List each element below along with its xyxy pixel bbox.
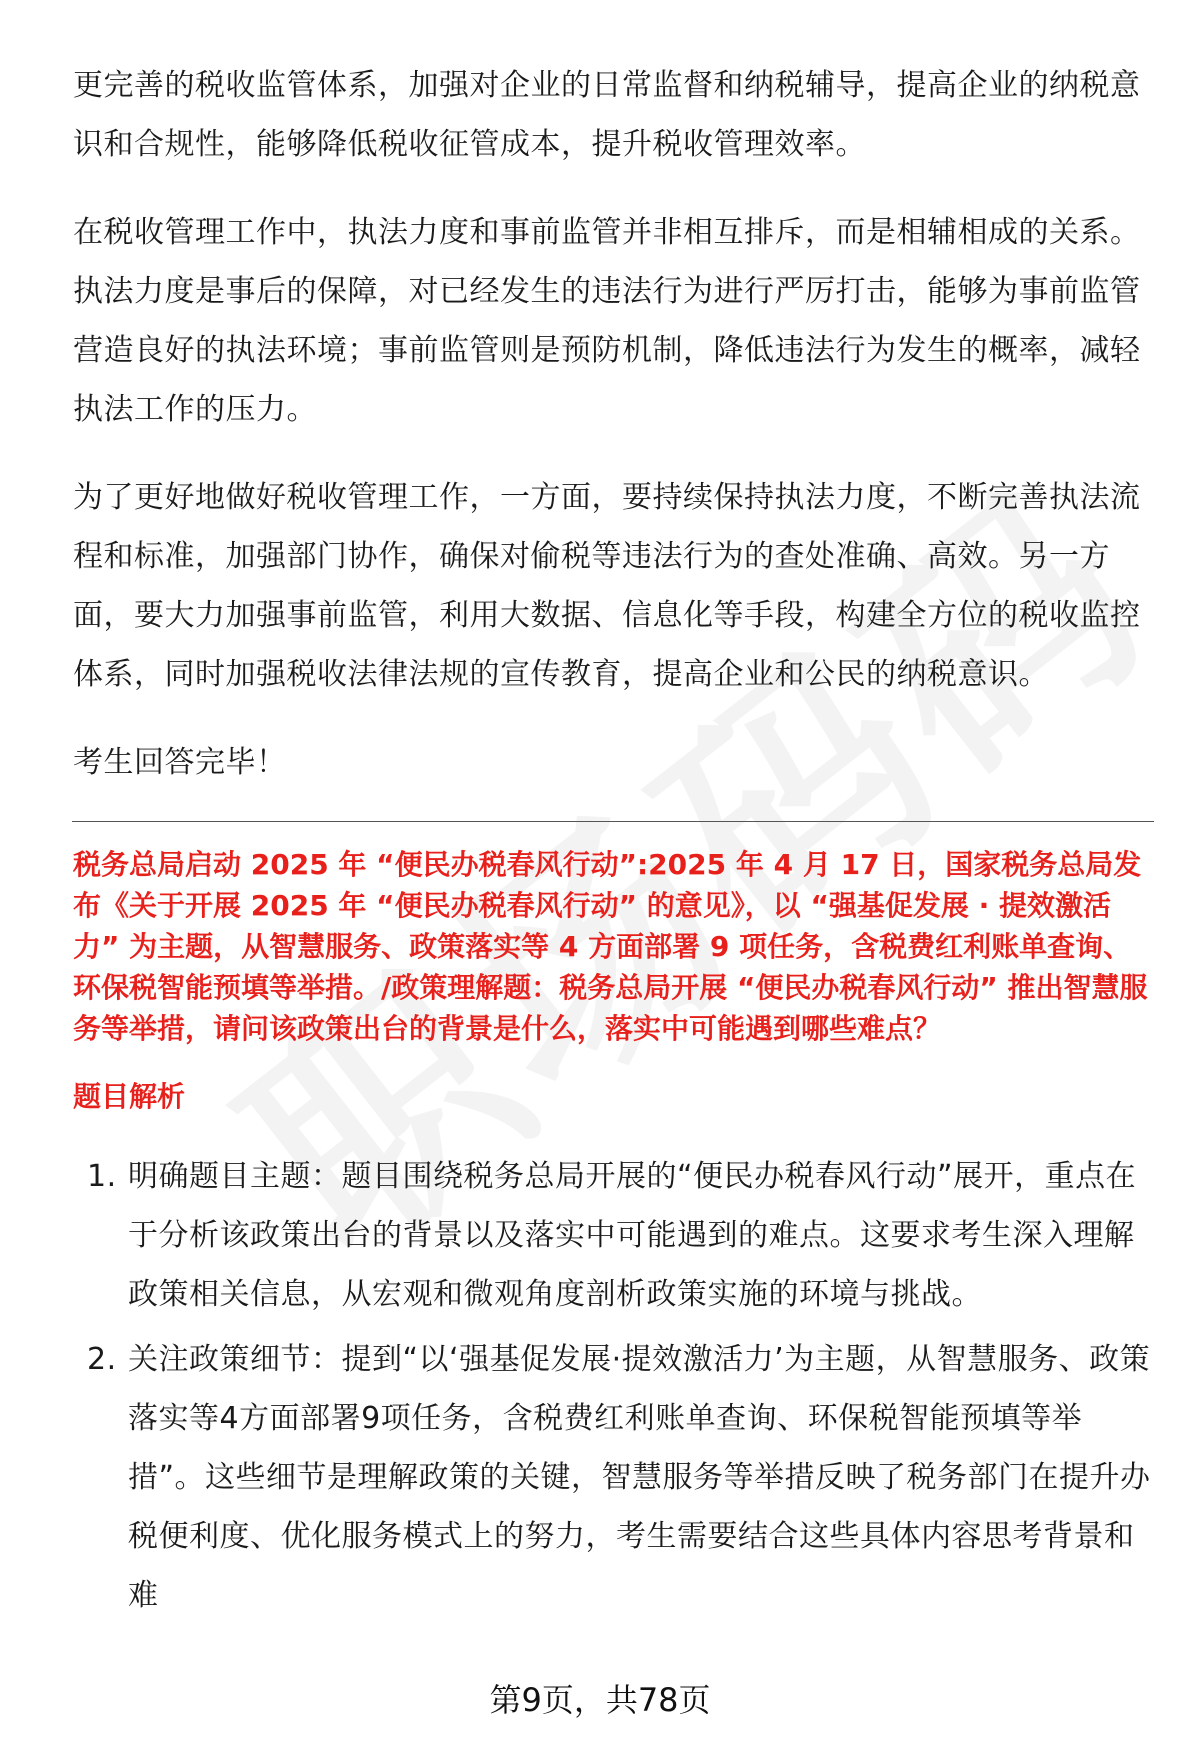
page-number: 第9页，共78页: [489, 1681, 711, 1719]
paragraph-3: 为了更好地做好税收管理工作，一方面，要持续保持执法力度，不断完善执法流程和标准，加强部门协作，确保对偷税等违法行为的查处准确、高效。另一方面，要大力加强事前监管，利用大数据、信息化等手段，构建全方位的税收监控体系，同时加强税收法律法规的宣传教育，提高企业和公民的纳税意识。: [73, 480, 1141, 692]
question-text: 税务总局启动 2025 年 “便民办税春风行动”:2025 年 4 月 17 日，国家税务总局发布《关于开展 2025 年 “便民办税春风行动” 的意见》，以 “强基促发展 · 提效激活力” 为主题，从智慧服务、政策落实等 4 方面部署 9 项任务，含税费红利账单查询、环保税智能预填等举措。/政策理解题：税务总局开展 “便民办税春风行动” 推出智慧服务等举措，请问该政策出台的背景是什么，落实中可能遇到哪些难点？: [73, 848, 1148, 1045]
list-item-number: 2.: [87, 1342, 117, 1377]
analysis-list: [73, 1147, 1153, 1625]
list-item: [73, 1147, 1153, 1324]
page-content: [73, 56, 1153, 1631]
section-title: 题目解析: [73, 1080, 186, 1113]
paragraph-closing: 考生回答完毕！: [73, 745, 287, 780]
list-item: [73, 1330, 1153, 1625]
section-divider: [72, 821, 1154, 822]
paragraph-2: 在税收管理工作中，执法力度和事前监管并非相互排斥，而是相辅相成的关系。执法力度是事后的保障，对已经发生的违法行为进行严厉打击，能够为事前监管营造良好的执法环境；事前监管则是预防机制，降低违法行为发生的概率，减轻执法工作的压力。: [73, 215, 1141, 427]
list-item-text: 明确题目主题：题目围绕税务总局开展的“便民办税春风行动”展开，重点在于分析该政策出台的背景以及落实中可能遇到的难点。这要求考生深入理解政策相关信息，从宏观和微观角度剖析政策实施的环境与挑战。: [128, 1159, 1137, 1312]
list-item-text: 关注政策细节：提到“以‘强基促发展·提效激活力’为主题，从智慧服务、政策落实等4方面部署9项任务，含税费红利账单查询、环保税智能预填等举措”。这些细节是理解政策的关键，智慧服务等举措反映了税务部门在提升办税便利度、优化服务模式上的努力，考生需要结合这些具体内容思考背景和难: [128, 1342, 1151, 1613]
list-item-number: 1.: [87, 1159, 117, 1194]
paragraph-1: 更完善的税收监管体系，加强对企业的日常监督和纳税辅导，提高企业的纳税意识和合规性，能够降低税收征管成本，提升税收管理效率。: [73, 68, 1141, 162]
